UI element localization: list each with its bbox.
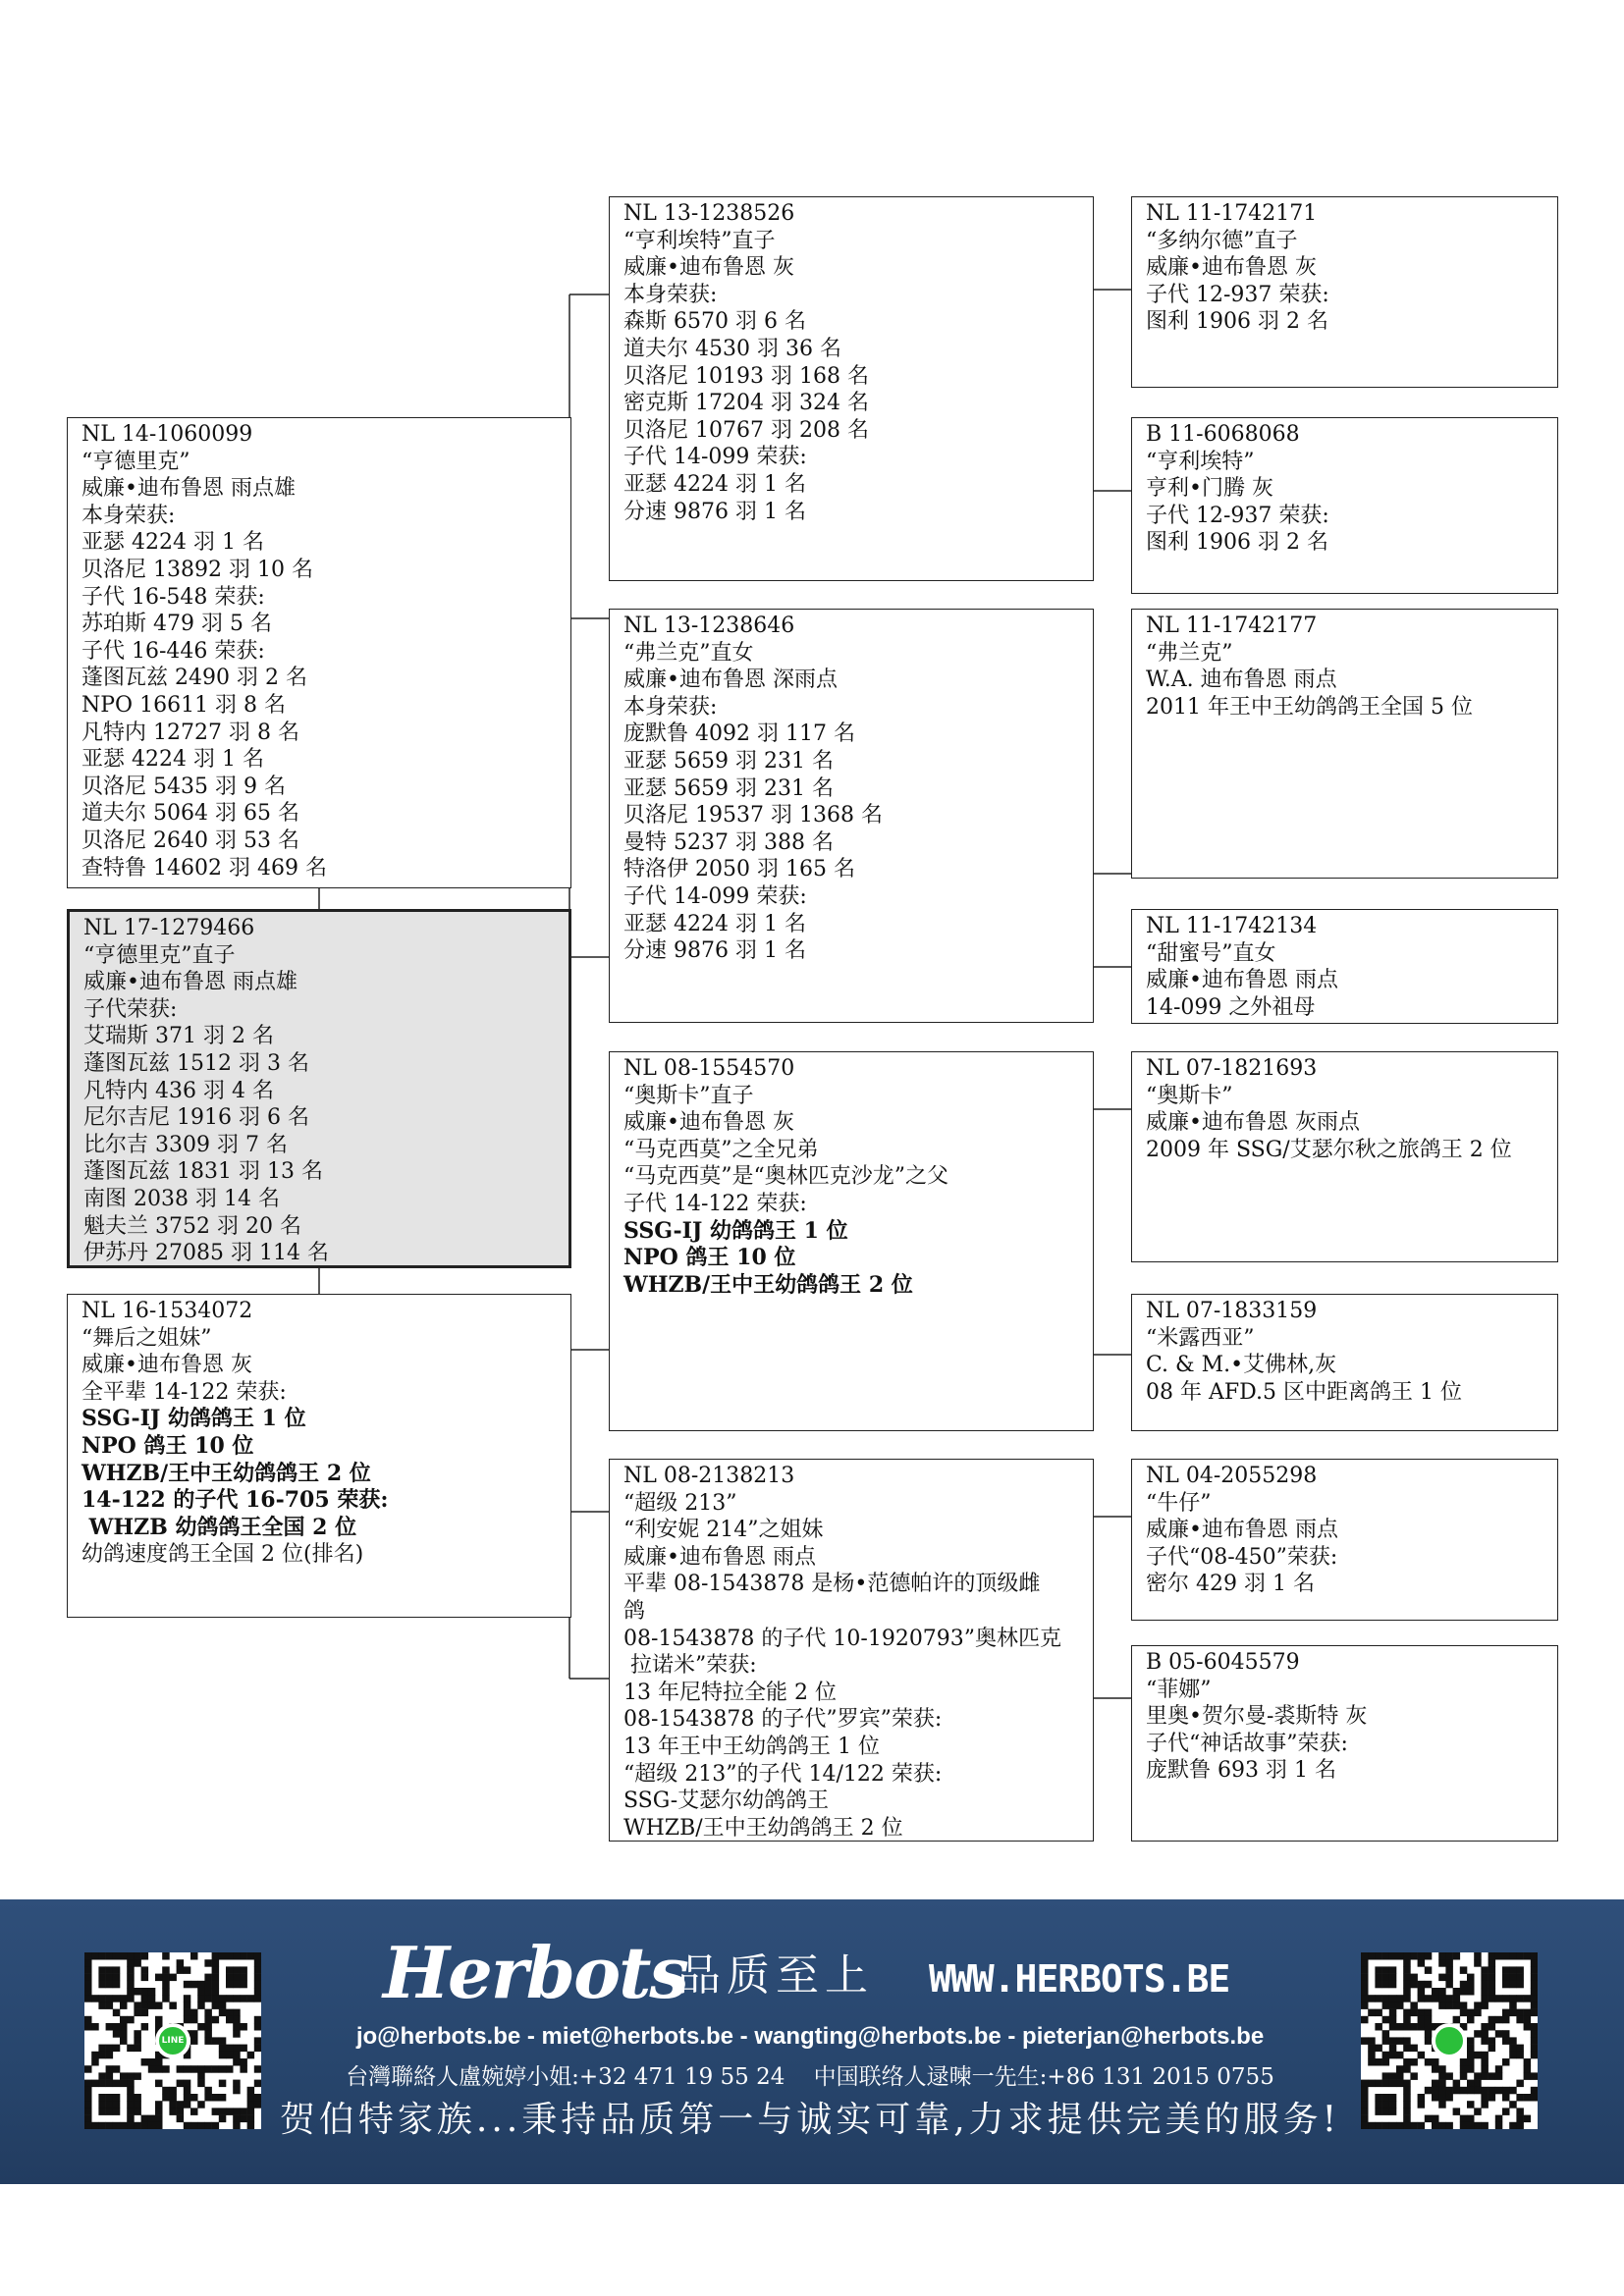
pedigree-line: 威廉•迪布鲁恩 灰 <box>623 255 794 281</box>
pedigree-line: 威廉•迪布鲁恩 雨点雄 <box>81 476 296 502</box>
pedigree-line: 08 年 AFD.5 区中距离鸽王 1 位 <box>1146 1379 1462 1405</box>
pedigree-line: 鸽 <box>623 1598 646 1624</box>
pedigree-line: 威廉•迪布鲁恩 灰 <box>1146 255 1317 281</box>
pedigree-line: 14-099 之外祖母 <box>1146 994 1316 1020</box>
pedigree-line: 庞默鲁 4092 羽 117 名 <box>623 721 855 747</box>
pedigree-line: “亨利埃特” <box>1146 449 1255 474</box>
ds-sire-box <box>1131 1051 1558 1262</box>
ss-sire-box <box>1131 196 1558 388</box>
slogan: 品质至上 <box>677 1950 874 2001</box>
pedigree-line: 亚瑟 4224 羽 1 名 <box>623 911 806 936</box>
pedigree-line: 图利 1906 羽 2 名 <box>1146 530 1328 556</box>
pedigree-line: “弗兰克” <box>1146 640 1233 666</box>
ring-number: NL 07-1821693 <box>1146 1056 1318 1081</box>
ring-number: B 05-6045579 <box>1146 1650 1300 1675</box>
pedigree-line: WHZB/王中王幼鸽鸽王 2 位 <box>623 1271 913 1298</box>
pedigree-line: 分速 9876 羽 1 名 <box>623 938 806 964</box>
dd-dam-box <box>1131 1645 1558 1842</box>
pedigree-line: 本身荣获: <box>623 694 718 720</box>
footer-banner <box>0 1899 1624 2184</box>
pedigree-line: WHZB/王中王幼鸽鸽王 2 位 <box>81 1460 371 1486</box>
pedigree-line: 贝洛尼 2640 羽 53 名 <box>81 828 299 853</box>
pedigree-line: 2009 年 SSG/艾瑟尔秋之旅鸽王 2 位 <box>1146 1137 1512 1162</box>
pedigree-line: 08-1543878 的子代”罗宾”荣获: <box>623 1707 943 1733</box>
pedigree-line: 威廉•迪布鲁恩 灰 <box>81 1353 252 1378</box>
pedigree-line: SSG-艾瑟尔幼鸽鸽王 <box>623 1789 830 1814</box>
pedigree-line: 凡特内 436 羽 4 名 <box>83 1078 274 1103</box>
qr-code-left[interactable] <box>84 1952 261 2129</box>
pedigree-line: 道夫尔 5064 羽 65 名 <box>81 801 299 827</box>
pedigree-line: 本身荣获: <box>81 503 176 528</box>
ring-number: NL 16-1534072 <box>81 1299 253 1323</box>
pedigree-line: “亨德里克” <box>81 449 190 474</box>
pedigree-line: 本身荣获: <box>623 282 718 307</box>
pedigree-line: “奥斯卡”直子 <box>623 1083 754 1108</box>
ds-dam-box <box>1131 1294 1558 1431</box>
email-list[interactable]: jo@herbots.be - miet@herbots.be - wangting@herbots.be - pieterjan@herbots.be <box>355 2023 1265 2050</box>
dam-dam-box <box>609 1459 1094 1842</box>
pedigree-line: 查特鲁 14602 羽 469 名 <box>81 855 327 881</box>
pedigree-line: 威廉•迪布鲁恩 雨点雄 <box>83 970 298 995</box>
pedigree-line: 威廉•迪布鲁恩 雨点 <box>1146 1518 1338 1543</box>
pedigree-line: “米露西亚” <box>1146 1325 1255 1351</box>
sire-sire-box <box>609 196 1094 581</box>
ring-number: NL 04-2055298 <box>1146 1464 1318 1488</box>
brand-row <box>373 1931 1257 2014</box>
qr-code-right[interactable] <box>1361 1952 1538 2129</box>
pedigree-line: 亚瑟 4224 羽 1 名 <box>81 747 264 773</box>
pedigree-line: “亨利埃特”直子 <box>623 228 776 253</box>
sd-sire-box <box>1131 609 1558 879</box>
contact-line <box>295 2060 1326 2094</box>
pedigree-line: NPO 16611 羽 8 名 <box>81 692 287 718</box>
pedigree-line: 子代 14-099 荣获: <box>623 445 807 470</box>
pedigree-line: 分速 9876 羽 1 名 <box>623 499 806 524</box>
pedigree-line: WHZB/王中王幼鸽鸽王 2 位 <box>623 1815 903 1841</box>
pedigree-line: 幼鸽速度鸽王全国 2 位(排名) <box>81 1542 364 1568</box>
pedigree-line: 平辈 08-1543878 是杨•范德帕许的顶级雌 <box>623 1572 1041 1597</box>
pedigree-line: 密尔 429 羽 1 名 <box>1146 1572 1315 1597</box>
pedigree-line: 密克斯 17204 羽 324 名 <box>623 391 869 416</box>
pedigree-line: 伊苏丹 27085 羽 114 名 <box>83 1241 329 1266</box>
pedigree-line: W.A. 迪布鲁恩 雨点 <box>1146 667 1337 693</box>
pedigree-line: 子代 16-548 荣获: <box>81 584 265 610</box>
pedigree-line: 全平辈 14-122 荣获: <box>81 1379 287 1405</box>
pedigree-line: 子代荣获: <box>83 996 178 1022</box>
pedigree-line: “超级 213” <box>623 1490 737 1516</box>
pedigree-line: “利安妮 214”之姐妹 <box>623 1518 824 1543</box>
tagline: 贺伯特家族...秉持品质第一与诚实可靠,力求提供完美的服务! <box>279 2100 1341 2140</box>
ring-number: NL 17-1279466 <box>83 916 255 940</box>
pedigree-line: 森斯 6570 羽 6 名 <box>623 309 806 335</box>
ss-dam-box <box>1131 417 1558 594</box>
pedigree-line: 2011 年王中王幼鸽鸽王全国 5 位 <box>1146 694 1473 720</box>
herbots-logo: Herbots <box>383 1931 687 2014</box>
pedigree-line: NPO 鸽王 10 位 <box>81 1432 254 1459</box>
line-icon: LINE <box>155 2023 190 2058</box>
pedigree-line: 亚瑟 5659 羽 231 名 <box>623 748 834 774</box>
pedigree-line: 蓬图瓦兹 1831 羽 13 名 <box>83 1159 323 1185</box>
ring-number: NL 11-1742134 <box>1146 914 1318 938</box>
pedigree-line: 子代 16-446 荣获: <box>81 638 265 664</box>
pedigree-line: “牛仔” <box>1146 1490 1212 1516</box>
pedigree-line: 特洛伊 2050 羽 165 名 <box>623 857 855 882</box>
pedigree-line: 子代 14-122 荣获: <box>623 1191 807 1216</box>
pedigree-line: “多纳尔德”直子 <box>1146 228 1298 253</box>
ring-number: NL 07-1833159 <box>1146 1299 1318 1323</box>
pedigree-line: “超级 213”的子代 14/122 荣获: <box>623 1761 943 1787</box>
pedigree-line: 威廉•迪布鲁恩 深雨点 <box>623 667 838 693</box>
pedigree-line: 威廉•迪布鲁恩 雨点 <box>623 1544 816 1570</box>
ring-number: NL 13-1238646 <box>623 614 795 638</box>
pedigree-line: 艾瑞斯 371 羽 2 名 <box>83 1024 274 1049</box>
pedigree-line: 魁夫兰 3752 羽 20 名 <box>83 1213 301 1239</box>
pedigree-line: C. & M.•艾佛林,灰 <box>1146 1353 1337 1378</box>
pedigree-line: 14-122 的子代 16-705 荣获: <box>81 1487 389 1514</box>
pedigree-line: 子代“08-450”荣获: <box>1146 1544 1338 1570</box>
pedigree-line: 庞默鲁 693 羽 1 名 <box>1146 1758 1336 1784</box>
wechat-icon <box>1432 2023 1467 2058</box>
ring-number: NL 08-1554570 <box>623 1056 795 1081</box>
ring-number: NL 13-1238526 <box>623 201 795 226</box>
pedigree-line: 子代 12-937 荣获: <box>1146 282 1329 307</box>
pedigree-line: 贝洛尼 10193 羽 168 名 <box>623 363 869 389</box>
dd-sire-box <box>1131 1459 1558 1621</box>
pedigree-line: SSG-IJ 幼鸽鸽王 1 位 <box>81 1406 306 1432</box>
pedigree-line: “舞后之姐妹” <box>81 1325 212 1351</box>
contact-tw: 台灣聯絡人盧婉婷小姐:+32 471 19 55 24 <box>346 2064 785 2090</box>
pedigree-line: 亚瑟 4224 羽 1 名 <box>623 471 806 497</box>
pedigree-line: 道夫尔 4530 羽 36 名 <box>623 336 841 361</box>
pedigree-line: SSG-IJ 幼鸽鸽王 1 位 <box>623 1217 848 1244</box>
pedigree-line: 亨利•门腾 灰 <box>1146 476 1273 502</box>
pedigree-line: “甜蜜号”直女 <box>1146 940 1276 966</box>
dam-sire-box <box>609 1051 1094 1431</box>
pedigree-line: 曼特 5237 羽 388 名 <box>623 829 834 855</box>
pedigree-line: 里奥•贺尔曼-裘斯特 灰 <box>1146 1704 1368 1730</box>
pedigree-line: “亨德里克”直子 <box>83 942 236 968</box>
pedigree-line: 凡特内 12727 羽 8 名 <box>81 720 299 745</box>
pedigree-line: “奥斯卡” <box>1146 1083 1233 1108</box>
sire-dam-box <box>609 609 1094 1023</box>
pedigree-line: 图利 1906 羽 2 名 <box>1146 309 1328 335</box>
website-link[interactable]: WWW.HERBOTS.BE <box>929 1957 1230 2001</box>
pedigree-line: “马克西莫”之全兄弟 <box>623 1137 819 1162</box>
pedigree-line: 贝洛尼 5435 羽 9 名 <box>81 774 286 799</box>
subject-box <box>67 909 571 1268</box>
ring-number: NL 14-1060099 <box>81 422 253 447</box>
sire-box <box>67 417 571 888</box>
pedigree-line: 13 年王中王幼鸽鸽王 1 位 <box>623 1734 880 1759</box>
pedigree-line: 拉诺米”荣获: <box>623 1653 757 1679</box>
ring-number: NL 08-2138213 <box>623 1464 795 1488</box>
ring-number: NL 11-1742177 <box>1146 614 1318 638</box>
pedigree-line: 贝洛尼 13892 羽 10 名 <box>81 557 313 582</box>
pedigree-line: 亚瑟 5659 羽 231 名 <box>623 775 834 801</box>
ring-number: NL 11-1742171 <box>1146 201 1318 226</box>
contact-cn: 中国联络人逯暕一先生:+86 131 2015 0755 <box>813 2064 1274 2090</box>
pedigree-line: “马克西莫”是“奥林匹克沙龙”之父 <box>623 1164 948 1190</box>
pedigree-line: “弗兰克”直女 <box>623 640 754 666</box>
pedigree-line: 贝洛尼 19537 羽 1368 名 <box>623 803 883 828</box>
pedigree-line: 南图 2038 羽 14 名 <box>83 1186 280 1211</box>
pedigree-line: NPO 鸽王 10 位 <box>623 1245 796 1271</box>
pedigree-line: 08-1543878 的子代 10-1920793”奥林匹克 <box>623 1626 1062 1651</box>
pedigree-line: 子代“神话故事”荣获: <box>1146 1731 1348 1756</box>
pedigree-line: WHZB 幼鸽鸽王全国 2 位 <box>81 1514 357 1540</box>
pedigree-line: 威廉•迪布鲁恩 雨点 <box>1146 968 1338 993</box>
ring-number: B 11-6068068 <box>1146 422 1300 447</box>
pedigree-line: 尼尔吉尼 1916 羽 6 名 <box>83 1105 309 1131</box>
pedigree-line: 威廉•迪布鲁恩 灰 <box>623 1110 794 1136</box>
pedigree-line: 子代 14-099 荣获: <box>623 883 807 909</box>
pedigree-line: 贝洛尼 10767 羽 208 名 <box>623 417 869 443</box>
pedigree-line: 蓬图瓦兹 1512 羽 3 名 <box>83 1050 309 1076</box>
pedigree-line: 威廉•迪布鲁恩 灰雨点 <box>1146 1110 1360 1136</box>
pedigree-line: 亚瑟 4224 羽 1 名 <box>81 530 264 556</box>
pedigree-line: 蓬图瓦兹 2490 羽 2 名 <box>81 666 307 691</box>
pedigree-line: “菲娜” <box>1146 1677 1212 1702</box>
pedigree-line: 苏珀斯 479 羽 5 名 <box>81 612 272 637</box>
sd-dam-box <box>1131 909 1558 1024</box>
pedigree-line: 子代 12-937 荣获: <box>1146 503 1329 528</box>
pedigree-line: 比尔吉 3309 羽 7 名 <box>83 1132 288 1157</box>
dam-box <box>67 1294 571 1618</box>
pedigree-line: 13 年尼特拉全能 2 位 <box>623 1680 837 1705</box>
